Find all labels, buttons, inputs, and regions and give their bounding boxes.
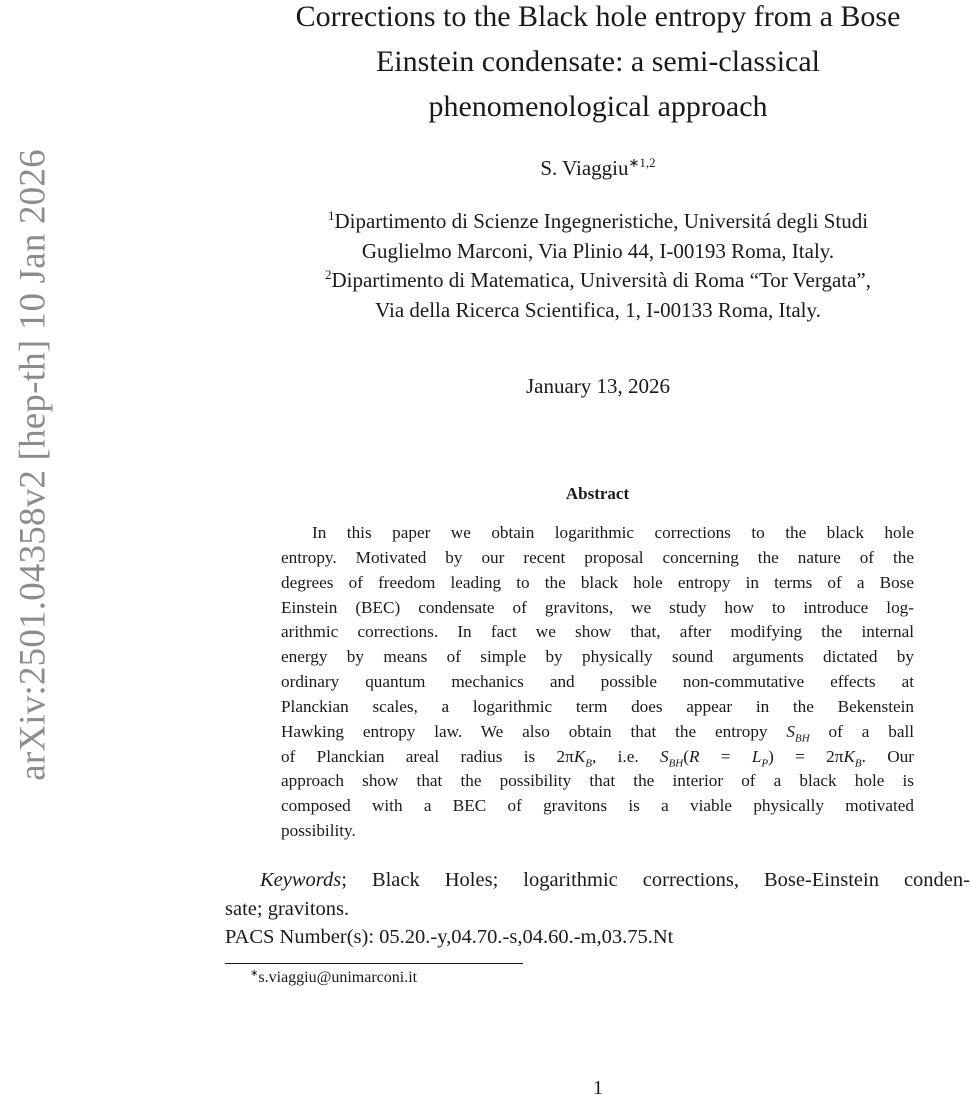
author-line (225, 156, 971, 181)
arxiv-identifier-stamp (12, 100, 54, 830)
keywords-line: sate; gravitons. (225, 897, 350, 920)
footnote-mark: ∗ (250, 968, 259, 979)
abstract-heading: Abstract (565, 484, 630, 503)
abstract-line: Planckian scales, a logarithmic term does appear in the Bekenstein (281, 696, 914, 716)
abstract-body (281, 521, 914, 844)
abstract-line: Hawking entropy law. We also obtain that the entropy $S_{BH}$ of a ball (281, 721, 914, 745)
affiliation-text: Dipartimento di Scienze Ingegneristiche, Universitá degli Studi (334, 209, 869, 233)
footnote (250, 969, 417, 987)
affiliation-mark: 1 (327, 208, 335, 223)
paper-date: January 13, 2026 (525, 374, 671, 398)
footnote-email[interactable]: s.viaggiu@unimarconi.it (258, 969, 418, 986)
affiliation-text: Via della Ricerca Scientifica, 1, I-00133 Roma, Italy. (375, 297, 821, 322)
abstract-line: energy by means of simple by physically sound arguments dictated by (281, 647, 914, 667)
affiliation-text: Guglielmo Marconi, Via Plinio 44, I-00193 Roma, Italy. (361, 238, 835, 263)
title-line: Einstein condensate: a semi-classical (375, 45, 820, 78)
page-number: 1 (593, 1077, 603, 1099)
title-line: Corrections to the Black hole entropy from a Bose (295, 0, 901, 33)
affiliation-2 (225, 266, 971, 325)
pacs-numbers: PACS Number(s): 05.20.-y,04.70.-s,04.60.-m,03.75.Nt (225, 926, 674, 948)
author-marks: ∗1,2 (628, 155, 656, 170)
keywords-block (225, 866, 970, 952)
paper-title (225, 0, 971, 129)
affiliations (225, 207, 971, 325)
abstract-line: of Planckian areal radius is $2\pi K_B$, i.e. $S_{BH}(R = L_P) = 2\pi K_B$. Our (281, 746, 915, 770)
affiliation-1 (225, 207, 971, 266)
abstract-line: composed with a BEC of gravitons is a viable physically motivated (281, 796, 914, 816)
author-name: S. Viaggiu (540, 156, 629, 180)
abstract-line: In this paper we obtain logarithmic corrections to the black hole (312, 523, 914, 542)
abstract-line: arithmic corrections. In fact we show that, after modifying the internal (281, 622, 914, 642)
keywords-line (225, 866, 970, 895)
abstract-line: ordinary quantum mechanics and possible non-commutative effects at (281, 672, 914, 692)
affiliation-mark: 2 (324, 267, 332, 282)
affiliation-text: Dipartimento di Matematica, Università di Roma “Tor Vergata”, (331, 268, 871, 292)
abstract-line: degrees of freedom leading to the black hole entropy in terms of a Bose (281, 572, 914, 592)
abstract-line: entropy. Motivated by our recent proposal concerning the nature of the (281, 547, 914, 567)
arxiv-id-text: arXiv:2501.04358v2 [hep-th] 10 Jan 2026 (12, 149, 54, 781)
abstract-line: possibility. (281, 821, 356, 841)
title-line: phenomenological approach (428, 90, 768, 123)
abstract-line: Einstein (BEC) condensate of gravitons, we study how to introduce log- (281, 597, 914, 617)
keywords-label: Keywords (260, 869, 342, 891)
footnote-rule (225, 963, 523, 964)
abstract-line: approach show that the possibility that the interior of a black hole is (281, 771, 914, 791)
keywords-text: ; Black Holes; logarithmic corrections, Bose-Einstein conden- (341, 869, 970, 891)
